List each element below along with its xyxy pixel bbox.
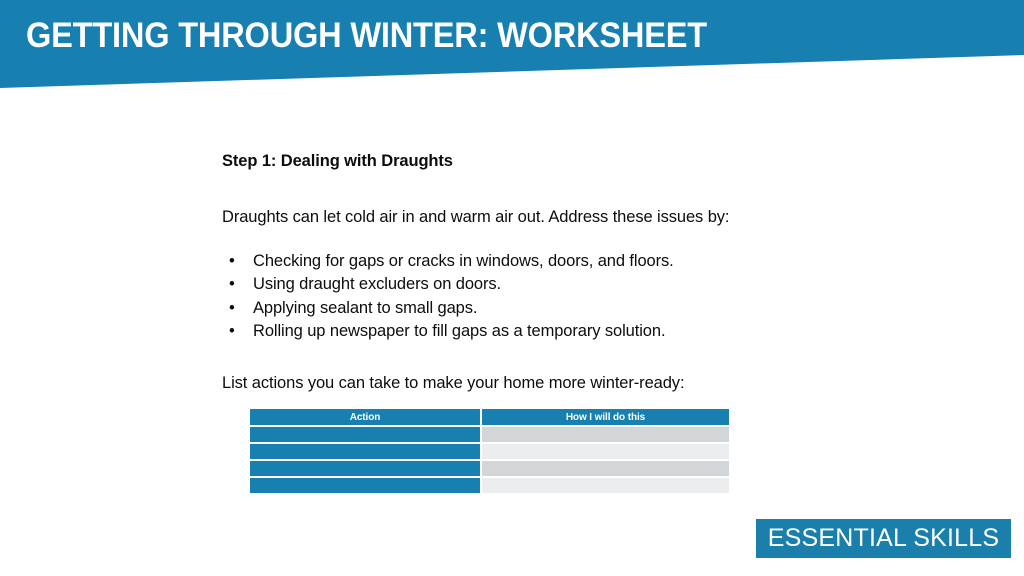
cell-action[interactable]	[250, 427, 480, 442]
list-item-label: Applying sealant to small gaps.	[253, 298, 478, 317]
list-item	[222, 320, 674, 343]
list-item-label: Rolling up newspaper to fill gaps as a temporary solution.	[253, 321, 666, 340]
cell-how[interactable]	[482, 427, 729, 442]
list-item-label: Checking for gaps or cracks in windows, doors, and floors.	[253, 252, 674, 270]
intro-paragraph: Draughts can let cold air in and warm air out. Address these issues by:	[222, 208, 730, 226]
table-row	[250, 427, 729, 442]
cell-action[interactable]	[250, 444, 480, 459]
list-item	[222, 273, 674, 296]
column-header-action: Action	[250, 409, 480, 425]
brand-badge: ESSENTIAL SKILLS	[756, 519, 1011, 558]
step-heading: Step 1: Dealing with Draughts	[222, 152, 453, 170]
table-row	[250, 444, 729, 459]
draught-actions-list	[222, 250, 674, 343]
cell-action[interactable]	[250, 461, 480, 476]
cell-how[interactable]	[482, 461, 729, 476]
list-item-label: Using draught excluders on doors.	[253, 275, 502, 294]
bullet-icon: •	[229, 275, 235, 294]
cell-action[interactable]	[250, 478, 480, 493]
table-header-row	[250, 409, 729, 425]
list-item	[222, 250, 674, 273]
column-header-how-i-will-do-this: How I will do this	[482, 409, 729, 425]
cell-how[interactable]	[482, 478, 729, 493]
cell-how[interactable]	[482, 444, 729, 459]
table-body	[250, 427, 729, 493]
table-header	[250, 409, 729, 425]
bullet-icon: •	[229, 321, 235, 340]
page-title: GETTING THROUGH WINTER: WORKSHEET	[26, 16, 707, 55]
table-row	[250, 461, 729, 476]
worksheet-content	[222, 150, 922, 392]
worksheet-table	[248, 407, 731, 495]
list-prompt: List actions you can take to make your home more winter-ready:	[222, 374, 685, 392]
table-row	[250, 478, 729, 493]
list-item	[222, 297, 674, 320]
bullet-icon: •	[229, 252, 235, 270]
bullet-icon: •	[229, 298, 235, 317]
